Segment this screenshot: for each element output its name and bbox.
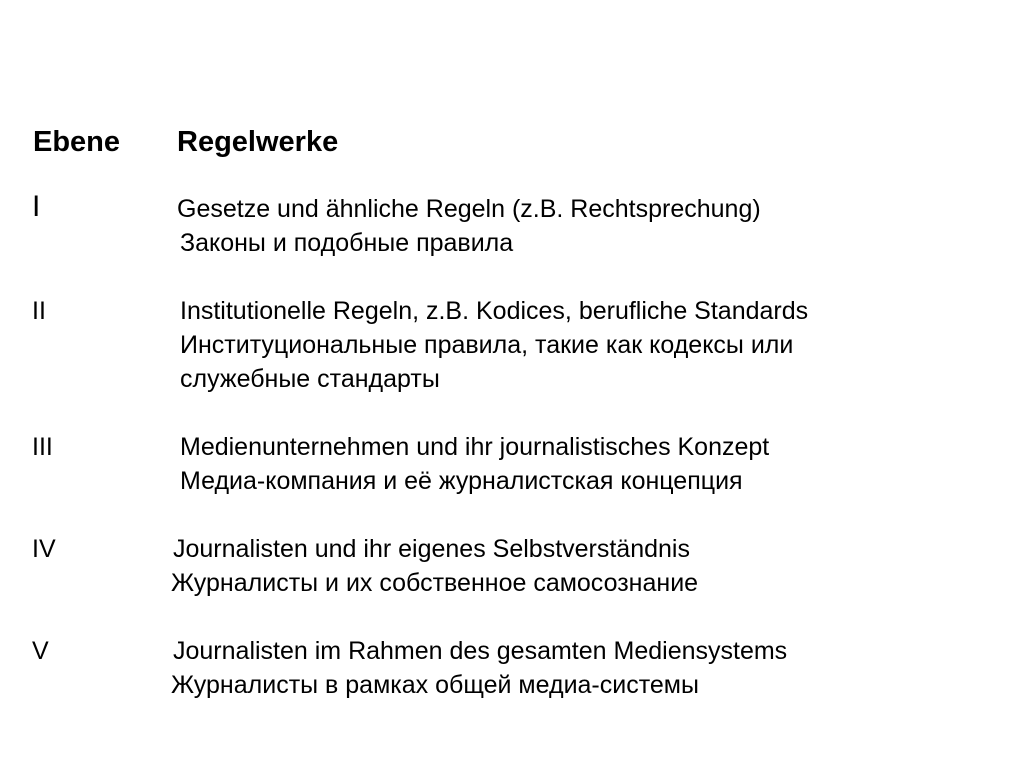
level-2-line-de: Institutionelle Regeln, z.B. Kodices, berufliche Standards — [180, 297, 809, 325]
level-label-4: IV — [32, 535, 56, 563]
level-label-5: V — [32, 637, 49, 665]
level-3-line-de: Medienunternehmen und ihr journalistisches Konzept — [180, 433, 770, 461]
level-2-line-ru-1: Институциональные правила, такие как кодексы или — [180, 331, 794, 359]
level-4-line-de: Journalisten und ihr eigenes Selbstverständnis — [173, 535, 690, 563]
column-header-level: Ebene — [33, 126, 121, 158]
level-3-line-ru: Медиа-компания и её журналистская концепция — [180, 467, 743, 495]
level-1-line-de: Gesetze und ähnliche Regeln (z.B. Rechtsprechung) — [177, 195, 761, 223]
level-label-1: I — [32, 190, 41, 223]
level-5-line-ru: Журналисты в рамках общей медиа-системы — [171, 671, 699, 699]
level-5-line-de: Journalisten im Rahmen des gesamten Mediensystems — [173, 637, 788, 665]
level-1-line-ru: Законы и подобные правила — [180, 229, 514, 257]
level-2-line-ru-2: служебные стандарты — [180, 365, 440, 393]
column-header-rules: Regelwerke — [177, 126, 339, 158]
level-4-line-ru: Журналисты и их собственное самосознание — [171, 569, 699, 597]
level-label-3: III — [32, 433, 53, 461]
level-label-2: II — [32, 297, 46, 325]
